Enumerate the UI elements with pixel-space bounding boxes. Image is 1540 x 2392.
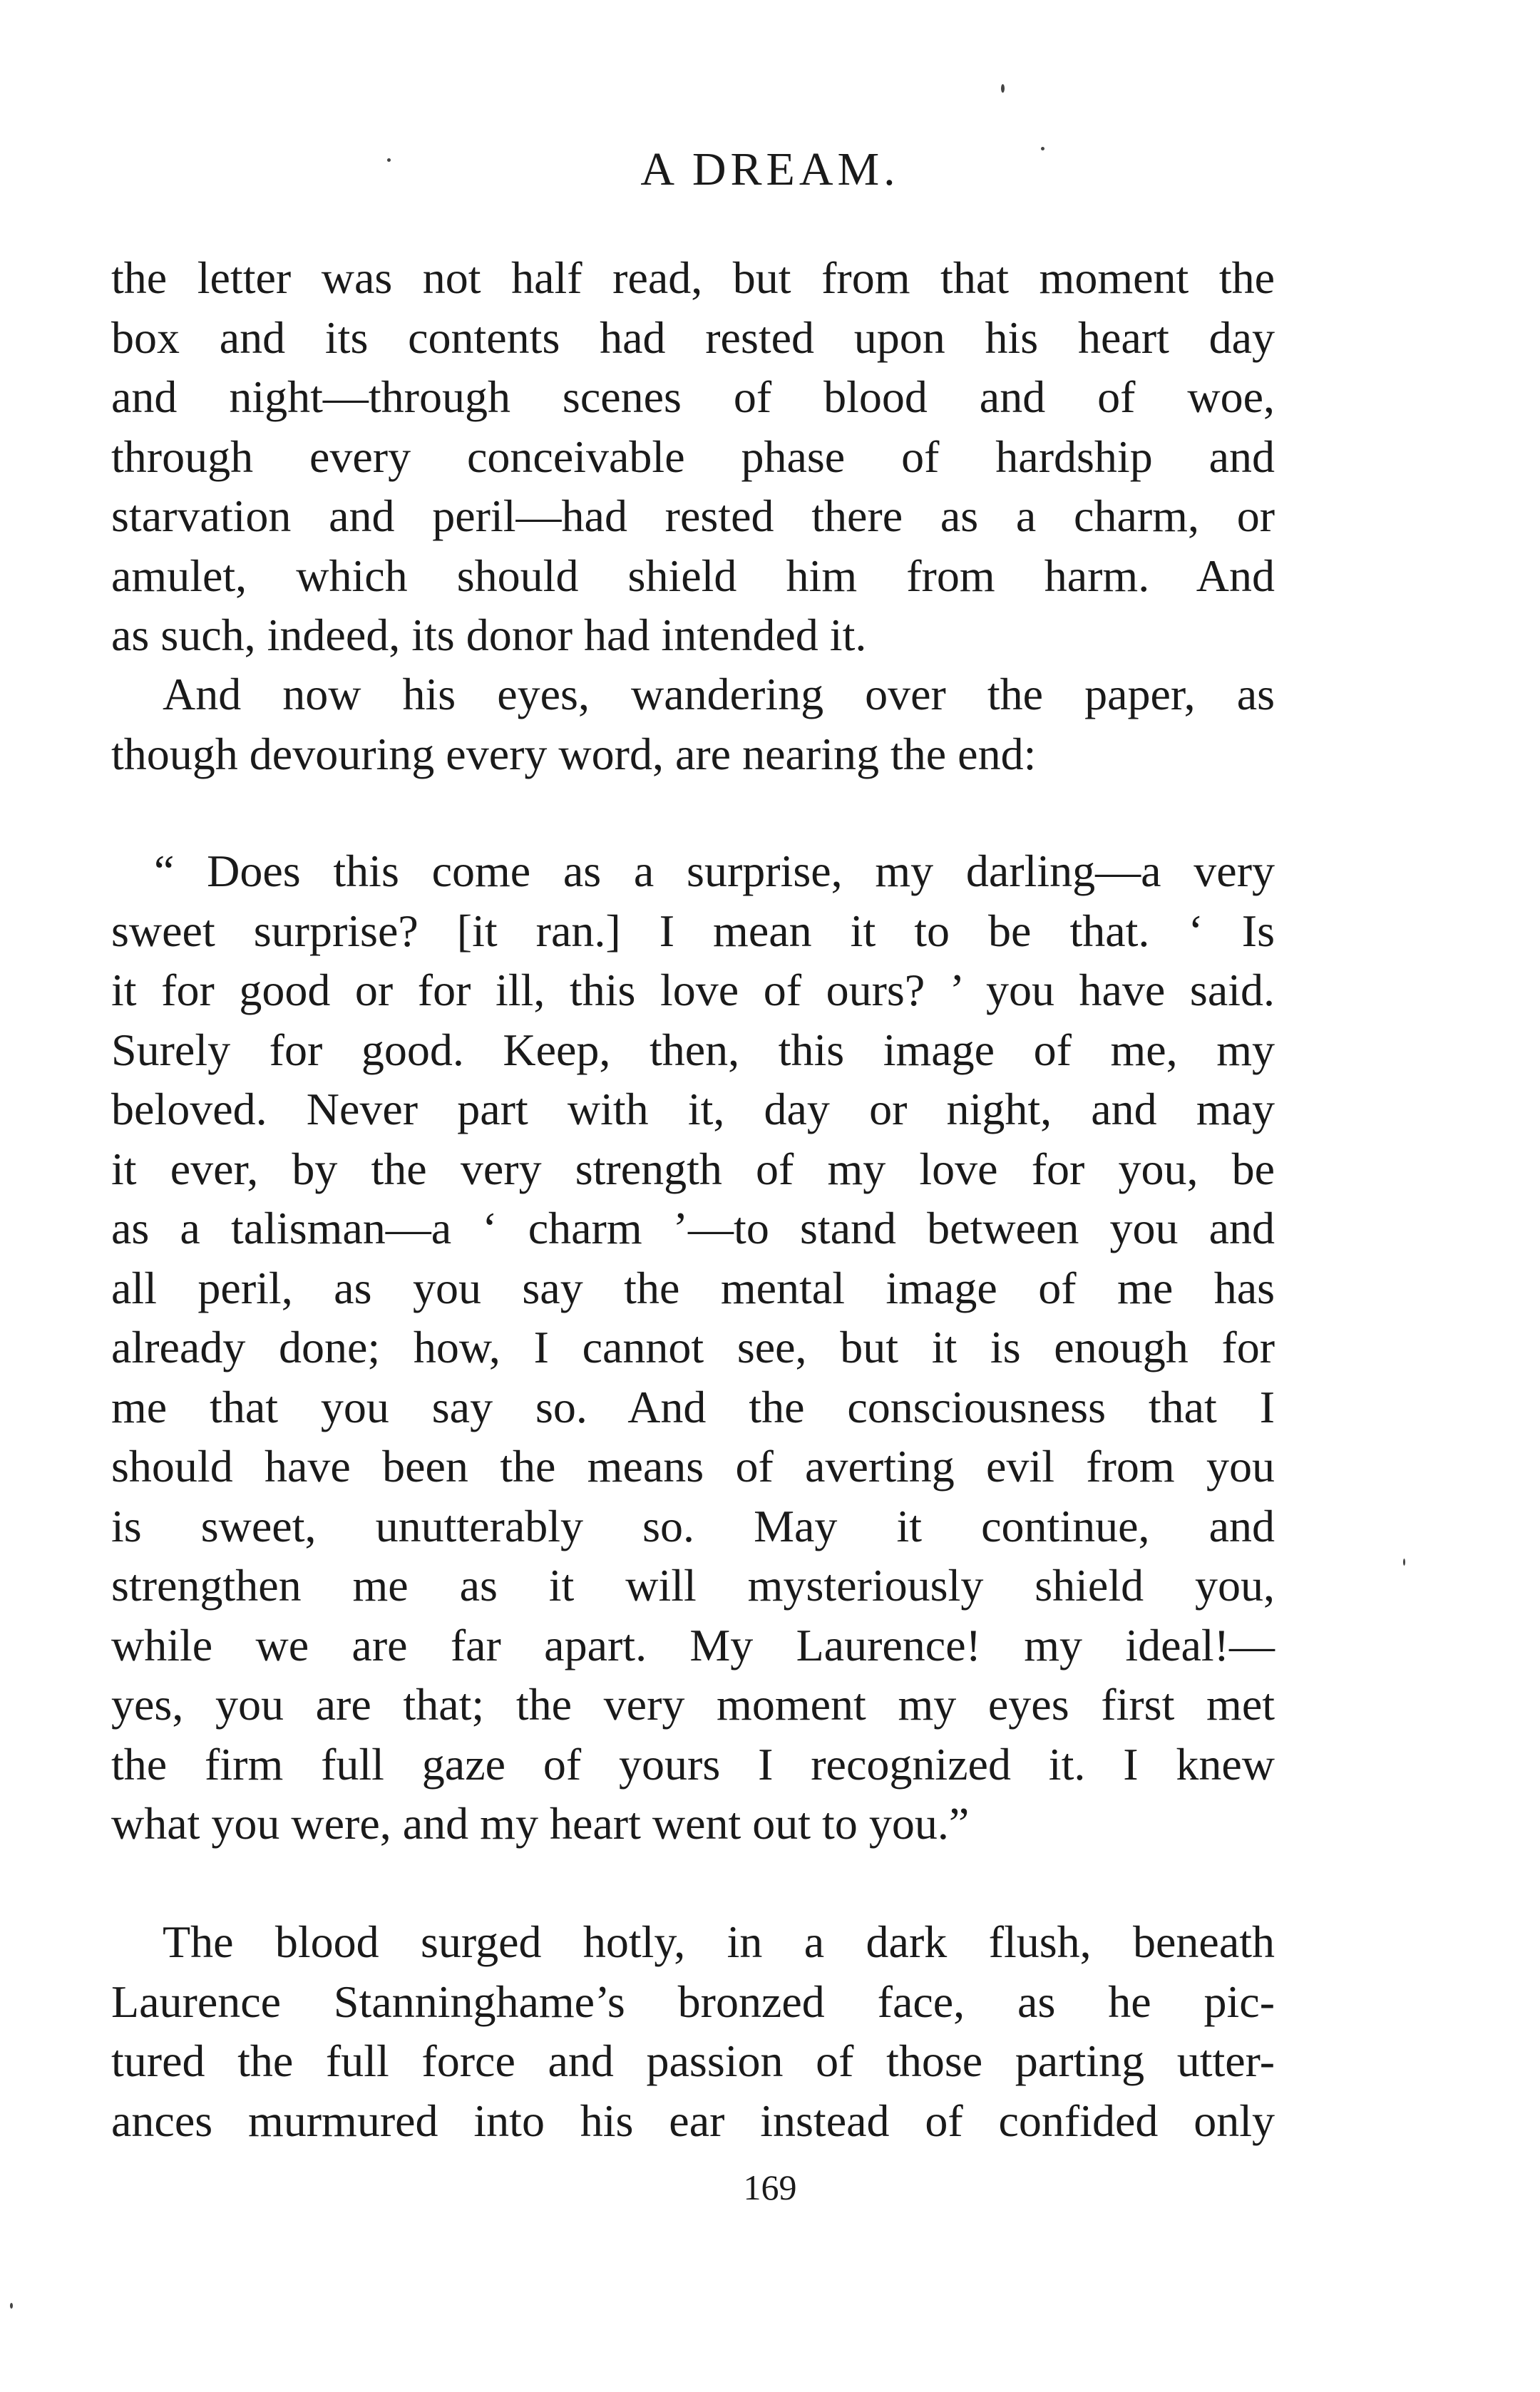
paragraph <box>111 664 1275 784</box>
text-line: as a talisman—a ‘ charm ’—to stand between you and <box>111 1203 1275 1253</box>
text-line: starvation and peril—had rested there as a charm, or <box>111 491 1275 541</box>
text-line: sweet surprise? [it ran.] I mean it to be that. ‘ Is <box>111 905 1275 956</box>
scan-speck <box>387 158 391 162</box>
text-line: already done; how, I cannot see, but it is enough for <box>111 1322 1275 1372</box>
text-line: amulet, which should shield him from harm. And <box>111 550 1275 601</box>
text-line: and night—through scenes of blood and of woe, <box>111 371 1275 422</box>
running-head: A DREAM. <box>640 143 900 195</box>
text-line: Laurence Stanninghame’s bronzed face, as he pic- <box>111 1976 1275 2027</box>
scan-speck <box>1403 1559 1405 1566</box>
text-line: me that you say so. And the consciousness that I <box>111 1381 1275 1432</box>
page-number: 169 <box>743 2167 797 2207</box>
paragraph <box>111 1912 1275 2150</box>
text-line: through every conceivable phase of hardship and <box>111 431 1275 482</box>
text-line: is sweet, unutterably so. May it continue, and <box>111 1500 1275 1551</box>
text-line: And now his eyes, wandering over the paper, as <box>163 669 1275 719</box>
text-line: as such, indeed, its donor had intended it. <box>111 610 867 660</box>
text-line: should have been the means of averting evil from you <box>111 1441 1275 1492</box>
scan-speck <box>10 2303 13 2309</box>
text-line: it for good or for ill, this love of ours? ’ you have said. <box>111 965 1275 1015</box>
text-line: the letter was not half read, but from that moment the <box>111 252 1275 303</box>
text-line: the firm full gaze of yours I recognized it. I knew <box>111 1738 1275 1790</box>
text-line: tured the full force and passion of those parting utter- <box>111 2036 1275 2086</box>
text-line: box and its contents had rested upon his heart day <box>111 312 1275 363</box>
text-line: “ Does this come as a surprise, my darling—a very <box>154 846 1275 896</box>
text-line: beloved. Never part with it, day or night, and may <box>111 1084 1275 1134</box>
letter-quotation <box>111 841 1275 1854</box>
text-line: The blood surged hotly, in a dark flush, beneath <box>163 1916 1275 1967</box>
text-line: ances murmured into his ear instead of confided only <box>111 2095 1275 2146</box>
paragraph-continuation <box>111 248 1275 665</box>
text-line: yes, you are that; the very moment my eyes first met <box>111 1679 1275 1730</box>
text-line: it ever, by the very strength of my love for you, be <box>111 1143 1275 1194</box>
scan-speck <box>1041 147 1044 150</box>
text-line: strengthen me as it will mysteriously shield you, <box>111 1560 1275 1611</box>
text-line: all peril, as you say the mental image of me has <box>111 1262 1275 1313</box>
scan-speck <box>1001 84 1005 93</box>
text-line: Surely for good. Keep, then, this image of me, my <box>111 1024 1275 1075</box>
text-line: what you were, and my heart went out to you.” <box>111 1798 970 1849</box>
text-line: though devouring every word, are nearing the end: <box>111 728 1037 779</box>
text-line: while we are far apart. My Laurence! my ideal!— <box>111 1619 1275 1670</box>
